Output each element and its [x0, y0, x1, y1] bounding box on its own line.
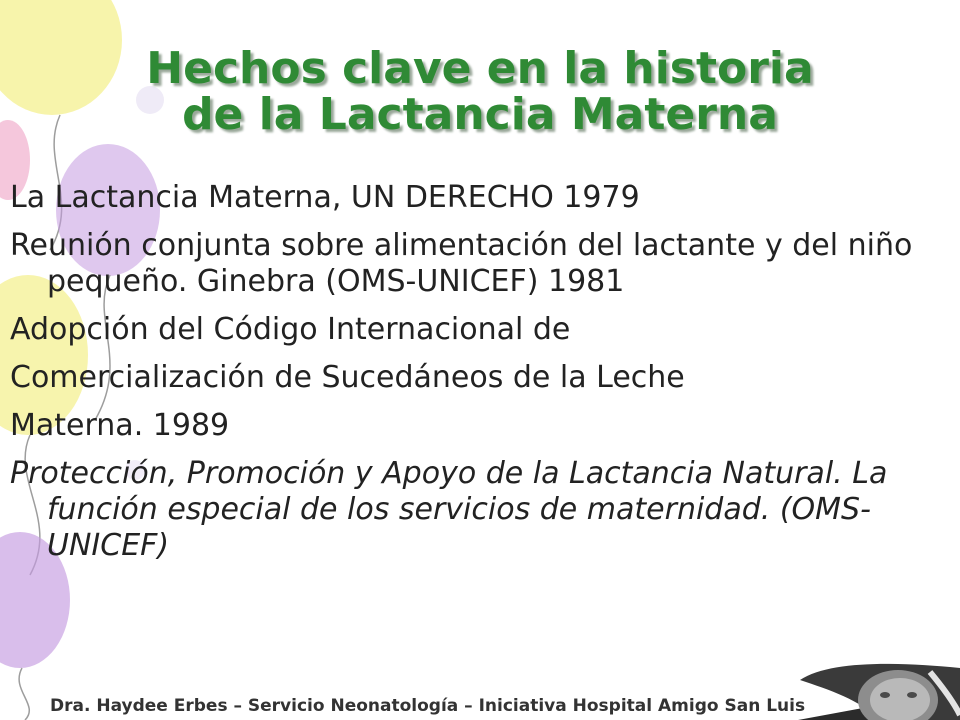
slide-body	[10, 180, 940, 564]
line-comercializacion: Comercialización de Sucedáneos de la Leche	[10, 360, 685, 395]
baby-photo	[798, 664, 960, 720]
line-derecho-1979: La Lactancia Materna, UN DERECHO 1979	[10, 180, 640, 215]
slide-footer: Dra. Haydee Erbes – Servicio Neonatología – Iniciativa Hospital Amigo San Luis	[50, 696, 806, 716]
line-proteccion-promocion: Protección, Promoción y Apoyo de la Lactancia Natural. La función especial de los servicios de maternidad. (OMS-UNICEF)	[10, 456, 888, 563]
slide-title-line-2: de la Lactancia Materna	[182, 89, 778, 140]
line-adopcion-codigo: Adopción del Código Internacional de	[10, 312, 571, 347]
slide-title	[0, 43, 960, 140]
line-materna-1989: Materna. 1989	[10, 408, 230, 443]
line-reunion-ginebra: Reunión conjunta sobre alimentación del lactante y del niño pequeño. Ginebra (OMS-UNICEF) 1981	[10, 228, 913, 299]
balloon-string	[19, 668, 29, 720]
slide-title-line-1: Hechos clave en la historia	[146, 43, 814, 94]
